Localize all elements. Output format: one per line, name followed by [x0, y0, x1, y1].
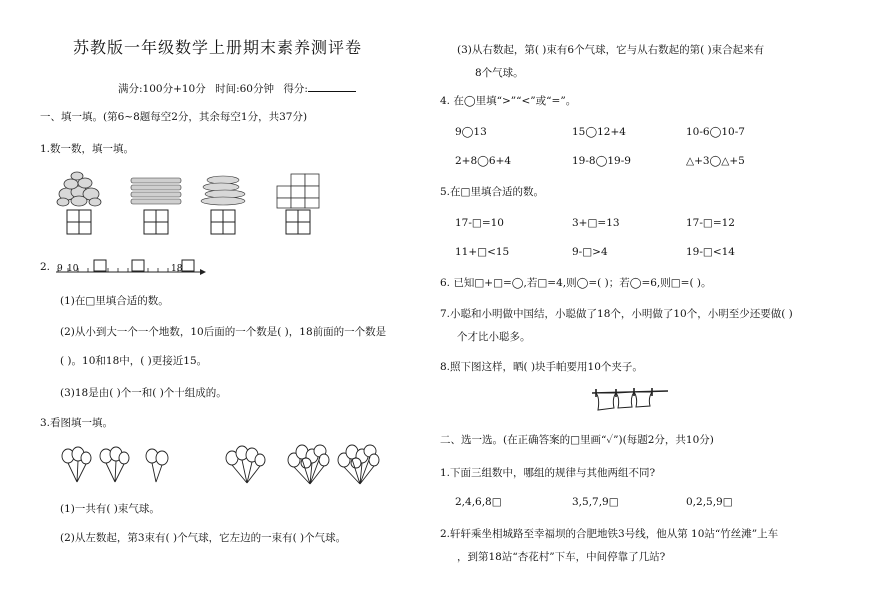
q5-item-1[interactable]: 17-□=10	[455, 217, 504, 229]
s2q1-option-1[interactable]: 2,4,6,8□	[455, 496, 502, 508]
question-6: 6. 已知□+□=◯,若□=4,则◯=( )；若◯=6,则□=( )。	[440, 277, 712, 289]
coin-pile-icon	[201, 176, 245, 205]
counting-pictures	[55, 170, 325, 242]
number-line-label-9: 9	[57, 264, 63, 274]
answer-grid-4	[286, 210, 310, 234]
handkerchief-clip-figure	[590, 388, 670, 414]
q5-item-6[interactable]: 19-□<14	[686, 246, 735, 258]
q5-item-4[interactable]: 11+□<15	[455, 246, 510, 258]
number-line-label-10: 10	[67, 264, 79, 274]
balloon-bunches	[58, 446, 388, 486]
question-2-2a: (2)从小到大一个一个地数，10后面的一个数是( )，18前面的一个数是	[60, 326, 387, 338]
section1-heading: 一、填一填。(第6~8题每空2分，其余每空1分，共37分)	[40, 111, 308, 123]
score-label: 得分:	[283, 83, 308, 95]
section2-question-2a: 2.轩轩乘坐相城路至幸福坝的合肥地铁3号线，他从第 10站“竹丝滩”上车	[440, 528, 779, 540]
cube-stack-icon	[277, 174, 319, 208]
score-line	[118, 82, 356, 96]
stick-bundle-icon	[131, 178, 181, 204]
balloon-bunch-3-icon	[146, 449, 168, 482]
question-2-2b: ( )。10和18中，( )更接近15。	[60, 355, 208, 367]
balloon-bunch-5-icon	[288, 445, 329, 484]
balloon-bunch-6-icon	[338, 445, 379, 484]
q4-item-1[interactable]: 9◯13	[455, 126, 487, 138]
question-3-3b: 8个气球。	[475, 67, 524, 79]
section2-question-1: 1.下面三组数中，哪组的规律与其他两组不同?	[440, 467, 656, 479]
balloon-bunch-4-icon	[226, 446, 265, 483]
question-7a: 7.小聪和小明做中国结，小聪做了18个，小明做了10个，小明至少还要做( )	[440, 308, 793, 320]
q5-item-2[interactable]: 3+□=13	[572, 217, 620, 229]
question-5: 5.在□里填合适的数。	[440, 186, 544, 198]
question-3-1: (1)一共有( )束气球。	[60, 503, 160, 515]
question-3: 3.看图填一填。	[40, 417, 114, 429]
question-8: 8.照下图这样，晒( )块手帕要用10个夹子。	[440, 361, 643, 373]
number-line-label-18: 18	[171, 264, 183, 274]
question-2-3: (3)18是由( )个一和( )个十组成的。	[60, 387, 227, 399]
q4-item-3[interactable]: 10-6◯10-7	[686, 126, 745, 138]
s2q1-option-3[interactable]: 0,2,5,9□	[686, 496, 733, 508]
q4-item-2[interactable]: 15◯12+4	[572, 126, 626, 138]
full-marks: 满分:100分+10分	[118, 83, 206, 95]
answer-grid-3	[211, 210, 235, 234]
q4-item-6[interactable]: △+3◯△+5	[686, 155, 745, 167]
question-3-3a: (3)从右数起，第( )束有6个气球，它与从右数起的第( )束合起来有	[457, 44, 765, 56]
question-3-2: (2)从左数起，第3束有( )个气球，它左边的一束有( )个气球。	[60, 532, 347, 544]
question-2-number: 2.	[40, 261, 51, 273]
dumpling-cluster-icon	[57, 172, 101, 206]
time-limit: 时间:60分钟	[215, 83, 274, 95]
score-blank[interactable]	[308, 91, 356, 92]
section2-heading: 二、选一选。(在正确答案的□里画“✓”)(每题2分，共10分)	[440, 434, 714, 446]
section2-question-2b: ，到第18站“杏花村”下车，中间停靠了几站?	[457, 551, 666, 563]
q5-item-5[interactable]: 9-□>4	[572, 246, 608, 258]
question-2-1: (1)在□里填合适的数。	[60, 295, 169, 307]
q5-item-3[interactable]: 17-□=12	[686, 217, 735, 229]
s2q1-option-2[interactable]: 3,5,7,9□	[572, 496, 619, 508]
balloon-bunch-1-icon	[62, 447, 91, 482]
question-7b: 个才比小聪多。	[457, 331, 531, 343]
question-1: 1.数一数，填一填。	[40, 143, 135, 155]
q4-item-5[interactable]: 19-8◯19-9	[572, 155, 631, 167]
q4-item-4[interactable]: 2+8◯6+4	[455, 155, 512, 167]
answer-grid-1	[67, 210, 91, 234]
balloon-bunch-2-icon	[100, 447, 129, 482]
page-title: 苏教版一年级数学上册期末素养测评卷	[73, 38, 363, 57]
answer-grid-2	[144, 210, 168, 234]
number-line-box-1[interactable]	[94, 260, 106, 271]
question-4: 4. 在◯里填“>”“<”或“=”。	[440, 95, 577, 107]
number-line-box-2[interactable]	[132, 260, 144, 271]
number-line-box-3[interactable]	[182, 260, 194, 271]
